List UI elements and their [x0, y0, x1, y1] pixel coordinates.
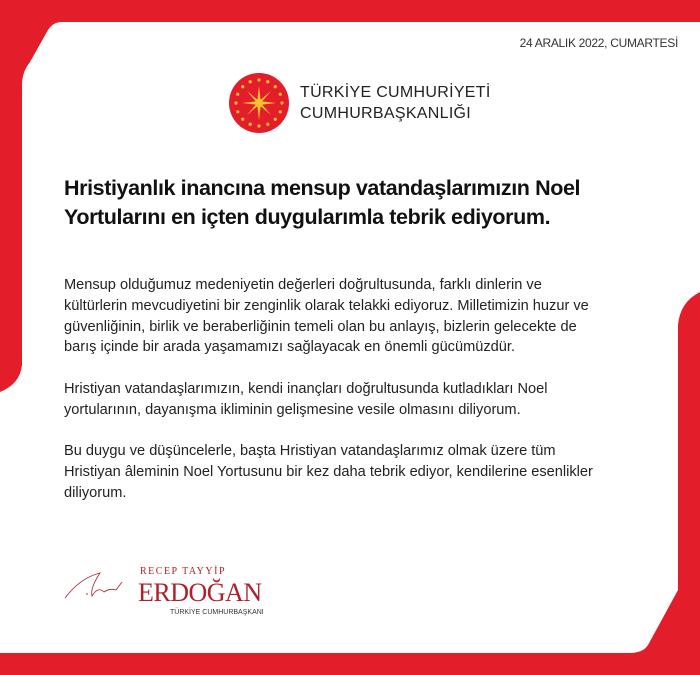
institution-line1: TÜRKİYE CUMHURİYETİ — [300, 84, 491, 101]
star-icon — [241, 118, 244, 121]
presidency-logo — [228, 72, 491, 134]
date: 24 ARALIK 2022, CUMARTESİ — [519, 36, 678, 50]
handwritten-signature-icon — [60, 568, 140, 608]
message-body — [64, 275, 604, 525]
signature-surname: ERDOĞAN — [138, 578, 262, 607]
star-icon — [274, 85, 277, 88]
signature-role: TÜRKİYE CUMHURBAŞKANI — [170, 609, 264, 616]
signature-first-names: RECEP TAYYİP — [140, 566, 227, 577]
message-title: Hristiyanlık inancına mensup vatandaşlarımızın Noel Yortularını en içten duygularımla tebrik ediyorum. — [64, 176, 581, 229]
star-icon — [274, 118, 277, 121]
star-icon — [279, 93, 282, 96]
paragraph: Hristiyan vatandaşlarımızın, kendi inançları doğrultusunda kutladıkları Noel yortularının, dayanışma ikliminin gelişmesine vesile olmasını diliyorum. — [64, 380, 548, 418]
star-icon — [279, 110, 282, 113]
star-icon — [241, 85, 244, 88]
star-icon — [280, 101, 283, 104]
paragraph: Bu duygu ve düşüncelerle, başta Hristiyan vatandaşlarımız olmak üzere tüm Hristiyan âleminin Noel Yortusunu bir kez daha tebrik ediyor, kendilerine esenlikler diliyorum. — [64, 443, 593, 501]
star-icon — [266, 80, 269, 83]
institution-line2: CUMHURBAŞKANLIĞI — [300, 105, 472, 122]
presidential-seal-icon — [228, 72, 290, 134]
star-icon — [257, 78, 260, 81]
star-icon — [234, 101, 237, 104]
star-icon — [236, 93, 239, 96]
star-icon — [249, 80, 252, 83]
star-icon — [266, 123, 269, 126]
signature-block — [60, 560, 280, 630]
star-icon — [249, 123, 252, 126]
paragraph: Mensup olduğumuz medeniyetin değerleri doğrultusunda, farklı dinlerin ve kültürlerin mevcudiyetini bir zenginlik olarak telakki ediyoruz. Milletimizin huzur ve güvenliğinin, birlik ve beraberliğinin temeli olan bu anlayış, bizlerin gelecekte de barış içinde bir arada yaşamamızı sağlayacak en önemli gücümüzdür. — [64, 277, 589, 356]
star-icon — [236, 110, 239, 113]
star-icon — [257, 124, 260, 127]
